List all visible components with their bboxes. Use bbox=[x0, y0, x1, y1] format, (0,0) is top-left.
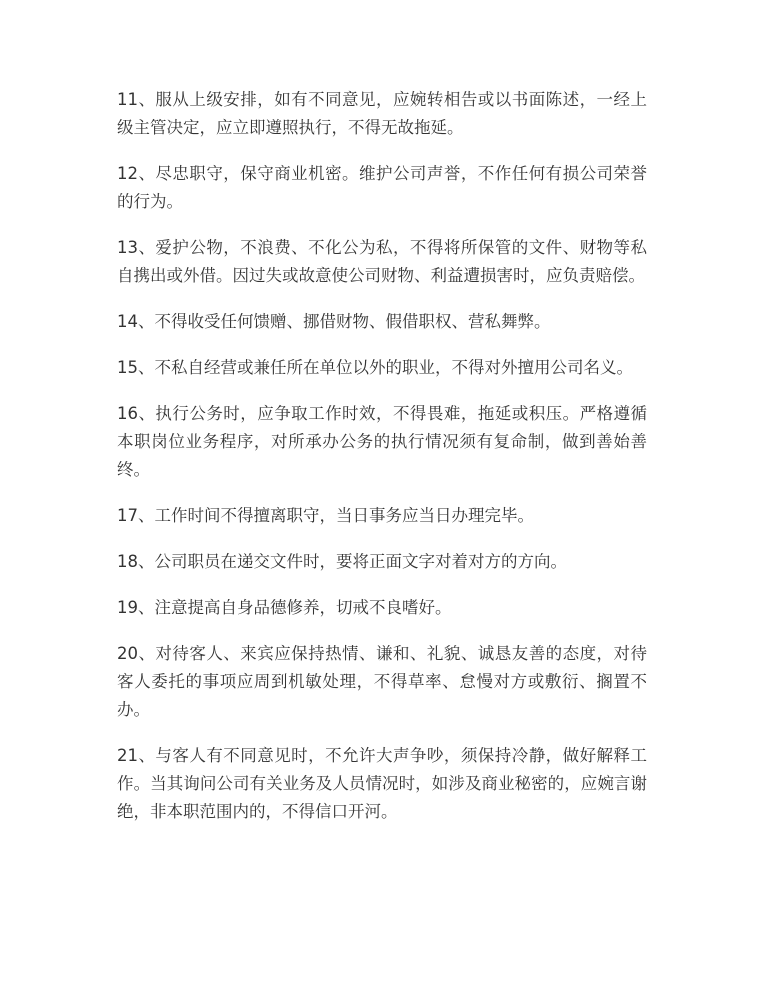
rule-item-19: 19、注意提高自身品德修养，切戒不良嗜好。 bbox=[117, 598, 452, 617]
rule-item-12: 12、尽忠职守，保守商业机密。维护公司声誉，不作任何有损公司荣誉的行为。 bbox=[117, 164, 647, 211]
rule-item-20: 20、对待客人、来宾应保持热情、谦和、礼貌、诚恳友善的态度，对待客人委托的事项应周到机敏处理，不得草率、怠慢对方或敷衍、搁置不办。 bbox=[117, 644, 647, 719]
rule-item-17: 17、工作时间不得擅离职守，当日事务应当日办理完毕。 bbox=[117, 506, 534, 525]
document-body bbox=[117, 86, 647, 844]
rule-item-14: 14、不得收受任何馈赠、挪借财物、假借职权、营私舞弊。 bbox=[117, 312, 551, 331]
rule-item-11: 11、服从上级安排，如有不同意见，应婉转相告或以书面陈述，一经上级主管决定，应立即遵照执行，不得无故拖延。 bbox=[117, 90, 647, 137]
rule-item-21: 21、与客人有不同意见时，不允许大声争吵，须保持冷静，做好解释工作。当其询问公司有关业务及人员情况时，如涉及商业秘密的，应婉言谢绝，非本职范围内的，不得信口开河。 bbox=[117, 746, 647, 821]
rule-item-16: 16、执行公务时，应争取工作时效，不得畏难，拖延或积压。严格遵循本职岗位业务程序，对所承办公务的执行情况须有复命制，做到善始善终。 bbox=[117, 404, 647, 479]
rule-item-18: 18、公司职员在递交文件时，要将正面文字对着对方的方向。 bbox=[117, 552, 567, 571]
rule-item-13: 13、爱护公物，不浪费、不化公为私，不得将所保管的文件、财物等私自携出或外借。因过失或故意使公司财物、利益遭损害时，应负责赔偿。 bbox=[117, 238, 647, 285]
rule-item-15: 15、不私自经营或兼任所在单位以外的职业，不得对外擅用公司名义。 bbox=[117, 358, 633, 377]
